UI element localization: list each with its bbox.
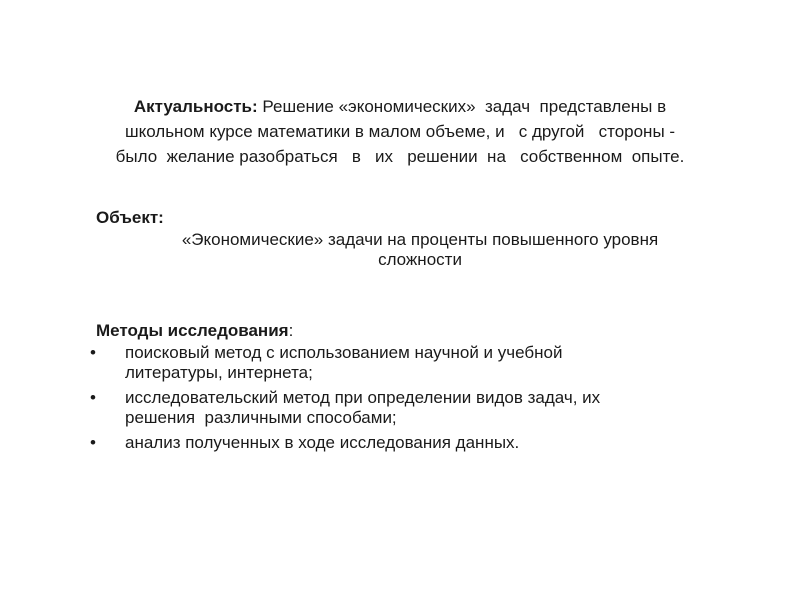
list-item-line: анализ полученных в ходе исследования данных.: [125, 433, 520, 452]
list-item: [90, 388, 730, 428]
relevance-line-2: школьном курсе математики в малом объеме, и с другой стороны -: [124, 122, 676, 141]
object-heading: Объект:: [96, 208, 164, 227]
list-item-line: исследовательский метод при определении видов задач, их: [125, 388, 601, 407]
object-line-2: сложности: [378, 250, 462, 269]
relevance-text-1: Решение «экономических» задач представлены в: [257, 97, 667, 116]
list-item-line: поисковый метод с использованием научной и учебной: [125, 343, 563, 362]
methods-heading-colon: :: [288, 321, 294, 340]
list-item: [90, 433, 730, 453]
bullet-icon: •: [90, 433, 96, 452]
list-item-line: литературы, интернета;: [125, 363, 313, 382]
relevance-line-3: было желание разобраться в их решении на собственном опыте.: [115, 147, 685, 166]
list-item-line: решения различными способами;: [125, 408, 397, 427]
methods-list: [90, 343, 730, 458]
relevance-line-1: [60, 94, 740, 119]
methods-heading: [96, 320, 293, 342]
list-item: [90, 343, 730, 383]
bullet-icon: •: [90, 343, 96, 362]
methods-heading-text: Методы исследования: [96, 321, 289, 340]
relevance-paragraph: [60, 94, 740, 169]
relevance-label: Актуальность:: [133, 97, 258, 116]
object-description: [100, 230, 740, 270]
bullet-icon: •: [90, 388, 96, 407]
object-line-1: «Экономические» задачи на проценты повышенного уровня: [181, 230, 659, 249]
